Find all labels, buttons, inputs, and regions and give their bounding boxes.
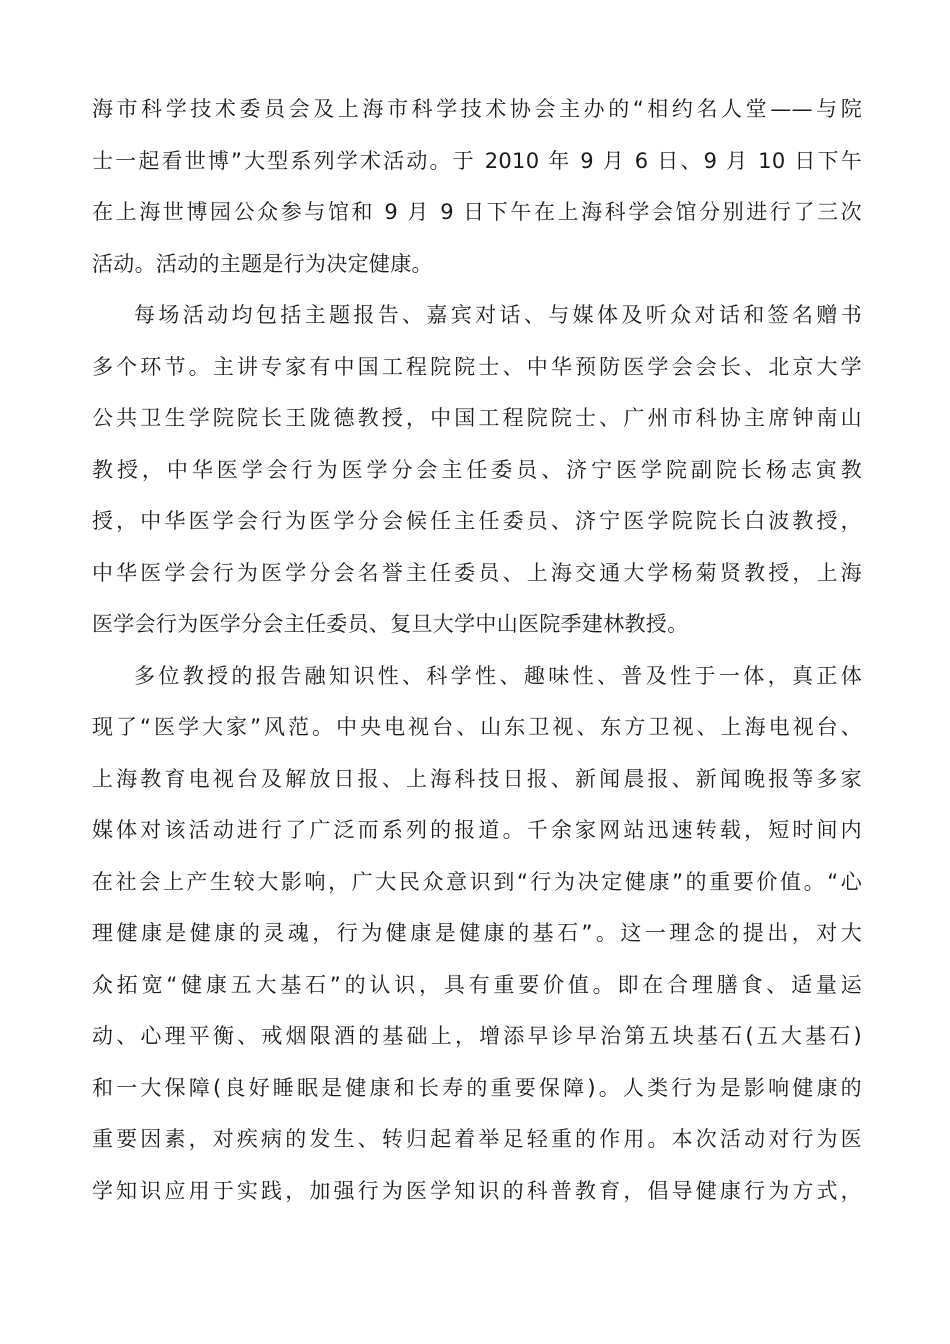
text-line: 士一起看世博”大型系列学术活动。于 2010 年 9 月 6 日、9 月 10 日下午	[92, 148, 862, 173]
text-line: 和一大保障(良好睡眠是健康和长寿的重要保障)。人类行为是影响健康的	[92, 1075, 862, 1100]
paragraph-first-line: 每场活动均包括主题报告、嘉宾对话、与媒体及听众对话和签名赠书	[134, 303, 862, 327]
text-line: 多个环节。主讲专家有中国工程院院士、中华预防医学会会长、北京大学	[92, 354, 862, 379]
text-line: 众拓宽“健康五大基石”的认识，具有重要价值。即在合理膳食、适量运	[92, 972, 862, 997]
text-line: 上海教育电视台及解放日报、上海科技日报、新闻晨报、新闻晚报等多家	[92, 766, 862, 791]
text-line: 教授，中华医学会行为医学分会主任委员、济宁医学院副院长杨志寅教	[92, 457, 862, 482]
text-line: 学知识应用于实践，加强行为医学知识的科普教育，倡导健康行为方式，	[92, 1178, 862, 1203]
text-line: 重要因素，对疾病的发生、转归起着举足轻重的作用。本次活动对行为医	[92, 1127, 862, 1151]
text-line: 中华医学会行为医学分会名誉主任委员、上海交通大学杨菊贤教授，上海	[92, 560, 862, 585]
paragraph-first-line: 多位教授的报告融知识性、科学性、趣味性、普及性于一体，真正体	[134, 663, 862, 688]
text-line: 海市科学技术委员会及上海市科学技术协会主办的“相约名人堂——与院	[92, 97, 862, 121]
text-line: 动、心理平衡、戒烟限酒的基础上，增添早诊早治第五块基石(五大基石)	[92, 1024, 862, 1048]
text-line: 公共卫生学院院长王陇德教授，中国工程院院士、广州市科协主席钟南山	[92, 406, 862, 430]
text-line: 授，中华医学会行为医学分会候任主任委员、济宁医学院院长白波教授，	[92, 509, 862, 533]
text-line: 现了“医学大家”风范。中央电视台、山东卫视、东方卫视、上海电视台、	[92, 715, 862, 739]
text-line: 医学会行为医学分会主任委员、复旦大学中山医院季建林教授。	[92, 612, 689, 636]
text-line: 理健康是健康的灵魂，行为健康是健康的基石”。这一理念的提出，对大	[92, 921, 862, 945]
text-line: 媒体对该活动进行了广泛而系列的报道。千余家网站迅速转载，短时间内	[92, 818, 862, 842]
text-line: 活动。活动的主题是行为决定健康。	[92, 251, 433, 276]
body-text	[92, 84, 862, 1217]
text-line: 在社会上产生较大影响，广大民众意识到“行为决定健康”的重要价值。“心	[92, 869, 862, 894]
text-line: 在上海世博园公众参与馆和 9 月 9 日下午在上海科学会馆分别进行了三次	[92, 200, 862, 224]
